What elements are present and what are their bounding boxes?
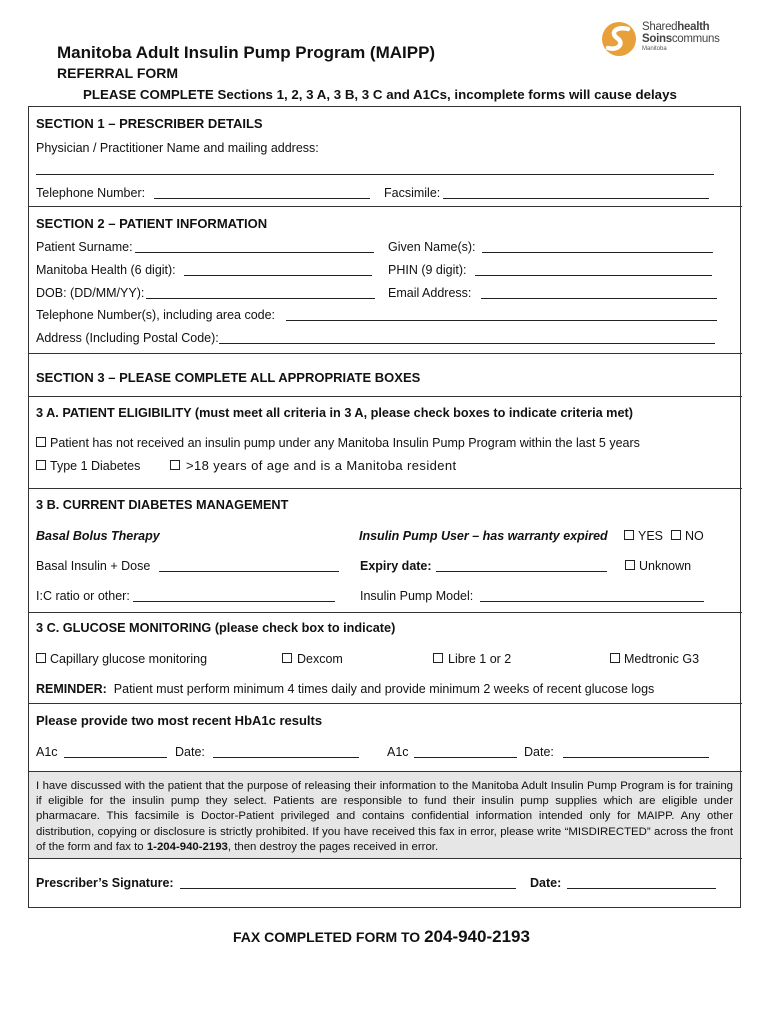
a1c-2-date-field[interactable] [563, 757, 709, 758]
surname-label: Patient Surname: [36, 240, 133, 254]
shared-health-logo-icon [600, 20, 638, 58]
a1c-1-label: A1c [36, 745, 58, 759]
logo-line-2: Soinscommuns [642, 33, 720, 45]
section-3-title: SECTION 3 – PLEASE COMPLETE ALL APPROPRIATE BOXES [36, 370, 421, 385]
warranty-yes-checkbox[interactable] [624, 530, 634, 540]
hba1c-title: Please provide two most recent HbA1c results [36, 713, 323, 728]
divider-section-2 [28, 206, 742, 207]
signature-label: Prescriber’s Signature: [36, 876, 174, 890]
divider-hba1c [28, 703, 742, 704]
shared-health-logo [600, 20, 730, 60]
warranty-no-checkbox[interactable] [671, 530, 681, 540]
phin-field[interactable] [475, 275, 712, 276]
patient-phone-label: Telephone Number(s), including area code: [36, 308, 276, 322]
consent-statement: I have discussed with the patient that the purpose of releasing their information to the Manitoba Adult Insulin Pump Program is for training if eligible for the insulin pump they select. Patients are responsible to fund their insulin pump supplies which are eligible under pharmacare. This facsimile is Doctor-Patient privileged and contains confidential information intended only for MAIPP. Any other distribution, copying or disclosure is strictly prohibited. If you have received this fax in error, please write “MISDIRECTED” across the front of the form and fax to 1-204-940-2193, then destroy the pages received in error. [36, 780, 733, 853]
divider-3c [28, 612, 742, 613]
form-subtitle: REFERRAL FORM [57, 65, 179, 81]
address-field[interactable] [219, 343, 715, 344]
warranty-yes-label: YES [638, 529, 664, 543]
age-resident-label: >18 years of age and is a Manitoba resident [186, 458, 457, 473]
a1c-2-field[interactable] [414, 757, 517, 758]
address-label: Address (Including Postal Code): [36, 331, 219, 345]
basal-insulin-field[interactable] [159, 571, 339, 572]
completion-instruction: PLEASE COMPLETE Sections 1, 2, 3 A, 3 B, 3 C and A1Cs, incomplete forms will cause delays [83, 87, 677, 102]
a1c-1-field[interactable] [64, 757, 167, 758]
expiry-date-field[interactable] [436, 571, 607, 572]
basal-insulin-label: Basal Insulin + Dose [36, 559, 151, 573]
physician-address-field[interactable] [36, 174, 714, 175]
medtronic-label: Medtronic G3 [624, 652, 700, 666]
dob-label: DOB: (DD/MM/YY): [36, 286, 145, 300]
signature-field[interactable] [180, 888, 516, 889]
expiry-date-label: Expiry date: [360, 559, 432, 573]
divider-consent-bottom [28, 858, 742, 859]
divider-consent-top [28, 771, 742, 772]
logo-line-3: Manitoba [642, 46, 667, 52]
patient-phone-field[interactable] [286, 320, 717, 321]
pump-model-label: Insulin Pump Model: [360, 589, 474, 603]
capillary-checkbox[interactable] [36, 653, 46, 663]
given-name-label: Given Name(s): [388, 240, 476, 254]
ic-ratio-field[interactable] [133, 601, 335, 602]
fax-footer: FAX COMPLETED FORM TO 204-940-2193 [233, 927, 530, 946]
expiry-unknown-checkbox[interactable] [625, 560, 635, 570]
pump-model-field[interactable] [480, 601, 704, 602]
basal-bolus-label: Basal Bolus Therapy [36, 529, 160, 543]
capillary-label: Capillary glucose monitoring [50, 652, 208, 666]
telephone-field[interactable] [154, 198, 370, 199]
section-1-title: SECTION 1 – PRESCRIBER DETAILS [36, 116, 263, 131]
manitoba-health-label: Manitoba Health (6 digit): [36, 263, 176, 277]
ic-ratio-label: I:C ratio or other: [36, 589, 130, 603]
phin-label: PHIN (9 digit): [388, 263, 467, 277]
email-field[interactable] [481, 298, 717, 299]
facsimile-field[interactable] [443, 198, 709, 199]
a1c-2-date-label: Date: [524, 745, 554, 759]
type-1-diabetes-checkbox[interactable] [36, 460, 46, 470]
reminder-note: REMINDER: Patient must perform minimum 4 times daily and provide minimum 2 weeks of recent glucose logs [36, 682, 655, 696]
a1c-1-date-label: Date: [175, 745, 205, 759]
pump-user-label: Insulin Pump User – has warranty expired [359, 529, 608, 543]
divider-3a [28, 396, 742, 397]
section-3b-title: 3 B. CURRENT DIABETES MANAGEMENT [36, 498, 289, 512]
medtronic-checkbox[interactable] [610, 653, 620, 663]
signature-date-label: Date: [530, 876, 562, 890]
type-1-diabetes-label: Type 1 Diabetes [50, 459, 141, 473]
dexcom-label: Dexcom [297, 652, 343, 666]
libre-label: Libre 1 or 2 [448, 652, 512, 666]
divider-3b [28, 488, 742, 489]
form-title: Manitoba Adult Insulin Pump Program (MAIPP) [57, 43, 436, 62]
physician-label: Physician / Practitioner Name and mailing address: [36, 141, 319, 155]
no-prior-pump-label: Patient has not received an insulin pump under any Manitoba Insulin Pump Program within the last 5 years [50, 436, 640, 450]
email-label: Email Address: [388, 286, 472, 300]
section-3c-title: 3 C. GLUCOSE MONITORING (please check box to indicate) [36, 621, 396, 635]
section-2-title: SECTION 2 – PATIENT INFORMATION [36, 216, 268, 231]
signature-date-field[interactable] [567, 888, 716, 889]
a1c-2-label: A1c [387, 745, 409, 759]
expiry-unknown-label: Unknown [639, 559, 692, 573]
manitoba-health-field[interactable] [184, 275, 372, 276]
surname-field[interactable] [135, 252, 374, 253]
a1c-1-date-field[interactable] [213, 757, 359, 758]
section-3a-title: 3 A. PATIENT ELIGIBILITY (must meet all criteria in 3 A, please check boxes to indicate criteria met) [36, 406, 633, 420]
facsimile-label: Facsimile: [384, 186, 441, 200]
telephone-label: Telephone Number: [36, 186, 146, 200]
warranty-no-label: NO [685, 529, 704, 543]
dob-field[interactable] [146, 298, 375, 299]
given-name-field[interactable] [482, 252, 713, 253]
dexcom-checkbox[interactable] [282, 653, 292, 663]
logo-line-1: Sharedhealth [642, 21, 710, 33]
libre-checkbox[interactable] [433, 653, 443, 663]
age-resident-checkbox[interactable] [170, 460, 180, 470]
no-prior-pump-checkbox[interactable] [36, 437, 46, 447]
divider-section-3 [28, 353, 742, 354]
